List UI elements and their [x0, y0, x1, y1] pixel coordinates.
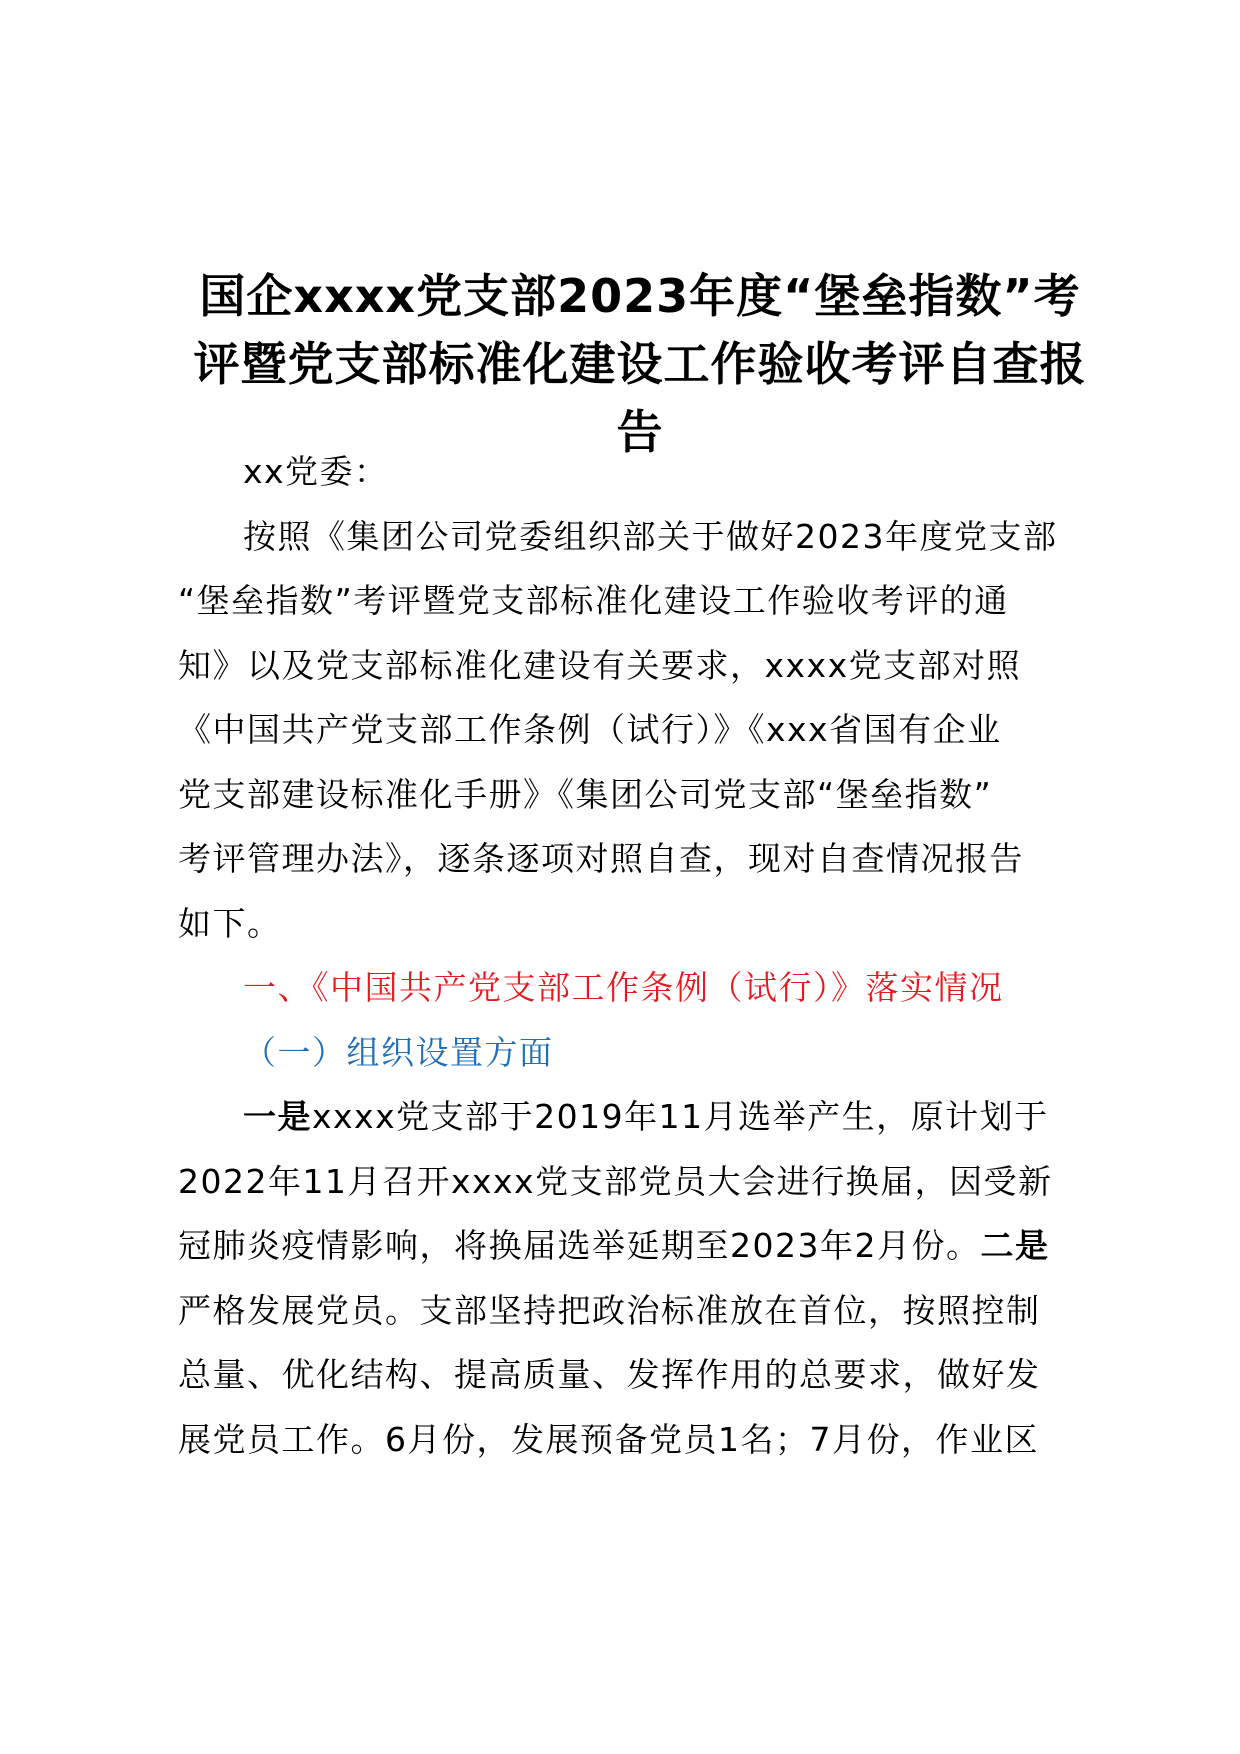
intro-line-2: “堡垒指数”考评暨党支部标准化建设工作验收考评的通 — [178, 581, 1009, 620]
intro-line-5: 党支部建设标准化手册》《集团公司党支部“堡垒指数” — [178, 774, 993, 814]
para1-line-6: 展党员工作。6月份，发展预备党员1名；7月份，作业区 — [178, 1419, 1039, 1459]
para1-line-5: 总量、优化结构、提高质量、发挥作用的总要求，做好发 — [178, 1355, 1041, 1394]
intro-line-6: 考评管理办法》，逐条逐项对照自查，现对自查情况报告 — [178, 839, 1024, 878]
para1-line-3 — [178, 1214, 1098, 1279]
para1-line-4: 严格发展党员。支部坚持把政治标准放在首位，按照控制 — [178, 1290, 1041, 1330]
intro-line-1: 按照《集团公司党委组织部关于做好2023年度党支部 — [243, 516, 1058, 556]
para1-line-3-text: 冠肺炎疫情影响，将换届选举延期至2023年2月份。 — [178, 1226, 981, 1265]
document-body — [178, 440, 1098, 1472]
para1-marker-second: 二是 — [980, 1226, 1050, 1265]
para1-line-2: 2022年11月召开xxxx党支部党员大会进行换届，因受新 — [178, 1161, 1053, 1201]
title-line-2: 评暨党支部标准化建设工作验收考评自查报 — [193, 337, 1087, 391]
section-heading-1: 一、《中国共产党支部工作条例（试行）》落实情况 — [243, 968, 1004, 1007]
title-line-3: 告 — [616, 405, 664, 459]
para1-line-1-text: xxxx党支部于2019年11月选举产生，原计划于 — [312, 1097, 1049, 1136]
title-line-1: 国企xxxx党支部2023年度“堡垒指数”考 — [199, 269, 1081, 323]
intro-line-3: 知》以及党支部标准化建设有关要求，xxxx党支部对照 — [178, 645, 1022, 685]
salutation: xx党委： — [243, 452, 389, 491]
document-title — [170, 262, 1110, 466]
subsection-heading-1: （一）组织设置方面 — [243, 1032, 554, 1072]
intro-line-7: 如下。 — [178, 903, 282, 943]
intro-line-4: 《中国共产党支部工作条例（试行）》《xxx省国有企业 — [178, 710, 1002, 749]
para1-line-1 — [178, 1085, 1098, 1150]
para1-marker-first: 一是 — [243, 1097, 312, 1136]
